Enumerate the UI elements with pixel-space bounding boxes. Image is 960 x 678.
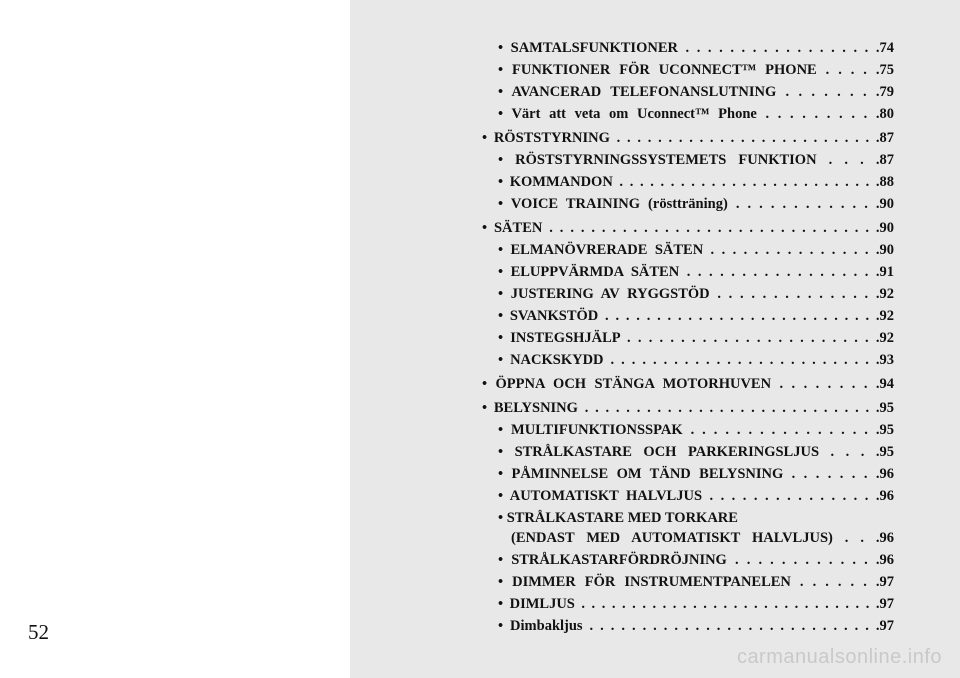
toc-entry-text: • RÖSTSTYRNINGSSYSTEMETS FUNKTION . . . .87 [498, 152, 894, 168]
toc-entry-text: • SÄTEN . . . . . . . . . . . . . . . . . . . . . . . . . . . . . . . .90 [482, 220, 894, 236]
toc-entry[interactable] [498, 422, 894, 439]
toc-entry[interactable] [498, 352, 894, 369]
toc-entry[interactable] [498, 62, 894, 79]
toc-entry-text: • INSTEGSHJÄLP . . . . . . . . . . . . . . . . . . . . . . . .92 [498, 330, 894, 346]
toc-entry[interactable] [498, 308, 894, 325]
toc-entry[interactable] [498, 596, 894, 613]
toc-entry[interactable] [498, 330, 894, 347]
toc-entry-continuation: (ENDAST MED AUTOMATISKT HALVLJUS) . . .96 [511, 530, 894, 546]
toc-entry-text: • SVANKSTÖD . . . . . . . . . . . . . . . . . . . . . . . . . . .92 [498, 308, 894, 324]
toc-entry-text: • ELUPPVÄRMDA SÄTEN . . . . . . . . . . . . . . . . . .91 [498, 264, 894, 280]
toc-entry[interactable] [498, 444, 894, 461]
toc-entry-text: • STRÅLKASTARE OCH PARKERINGSLJUS . . . .95 [498, 444, 894, 460]
toc-entry-text: • DIMLJUS . . . . . . . . . . . . . . . . . . . . . . . . . . . . . .97 [498, 596, 894, 612]
toc-entry[interactable] [498, 174, 894, 191]
toc-entry[interactable] [498, 510, 894, 546]
toc-entry-text: • AUTOMATISKT HALVLJUS . . . . . . . . . . . . . . . .96 [498, 488, 894, 504]
toc-entry[interactable] [498, 286, 894, 303]
toc-entry[interactable] [498, 264, 894, 281]
toc-entry-text: • STRÅLKASTARFÖRDRÖJNING . . . . . . . . . . . . .96 [498, 552, 894, 568]
toc-entry-text: • KOMMANDON . . . . . . . . . . . . . . . . . . . . . . . . . .88 [498, 174, 894, 190]
toc-entry[interactable] [498, 242, 894, 259]
watermark: carmanualsonline.info [736, 646, 942, 668]
toc-entry-text: • FUNKTIONER FÖR UCONNECT™ PHONE . . . . .75 [498, 62, 894, 78]
toc-entry-text: • DIMMER FÖR INSTRUMENTPANELEN . . . . . . .97 [498, 574, 894, 590]
toc-entry[interactable] [498, 552, 894, 569]
toc-entry-text: • Värt att veta om Uconnect™ Phone . . . . . . . . . .80 [498, 106, 894, 122]
page-number: 52 [28, 620, 49, 644]
table-of-contents [350, 0, 960, 678]
toc-entry-text: • Dimbakljus . . . . . . . . . . . . . . . . . . . . . . . . . . . .97 [498, 618, 894, 634]
toc-entry[interactable] [498, 488, 894, 505]
toc-entry[interactable] [482, 376, 894, 393]
toc-entry[interactable] [482, 220, 894, 237]
toc-entry-text: • NACKSKYDD . . . . . . . . . . . . . . . . . . . . . . . . . .93 [498, 352, 894, 368]
toc-entry[interactable] [498, 40, 894, 57]
toc-entry-text: • STRÅLKASTARE MED TORKARE [498, 510, 738, 526]
toc-entry-text: • JUSTERING AV RYGGSTÖD . . . . . . . . . . . . . . .92 [498, 286, 894, 302]
toc-entry-text: • PÅMINNELSE OM TÄND BELYSNING . . . . . . . .96 [498, 466, 894, 482]
left-page-margin [0, 0, 350, 678]
toc-entry[interactable] [498, 152, 894, 169]
toc-entry[interactable] [498, 574, 894, 591]
toc-entry[interactable] [498, 84, 894, 101]
toc-entry-text: • AVANCERAD TELEFONANSLUTNING . . . . . . . .79 [498, 84, 894, 100]
toc-entry[interactable] [498, 618, 894, 635]
toc-entry[interactable] [482, 400, 894, 417]
toc-entry-text: • SAMTALSFUNKTIONER . . . . . . . . . . . . . . . . . .74 [498, 40, 894, 56]
toc-entry-text: • ÖPPNA OCH STÄNGA MOTORHUVEN . . . . . . . . .94 [482, 376, 894, 392]
toc-entry-text: • RÖSTSTYRNING . . . . . . . . . . . . . . . . . . . . . . . . . .87 [482, 130, 894, 146]
toc-entry-text: • BELYSNING . . . . . . . . . . . . . . . . . . . . . . . . . . . . .95 [482, 400, 894, 416]
toc-entry[interactable] [482, 130, 894, 147]
toc-panel [350, 0, 960, 678]
toc-entry-text: • VOICE TRAINING (röstträning) . . . . . . . . . . . . .90 [498, 196, 894, 212]
toc-entry-text: • MULTIFUNKTIONSSPAK . . . . . . . . . . . . . . . . .95 [498, 422, 894, 438]
toc-entry[interactable] [498, 106, 894, 123]
toc-entry-text: • ELMANÖVRERADE SÄTEN . . . . . . . . . . . . . . . .90 [498, 242, 894, 258]
toc-entry[interactable] [498, 466, 894, 483]
toc-entry[interactable] [498, 196, 894, 213]
